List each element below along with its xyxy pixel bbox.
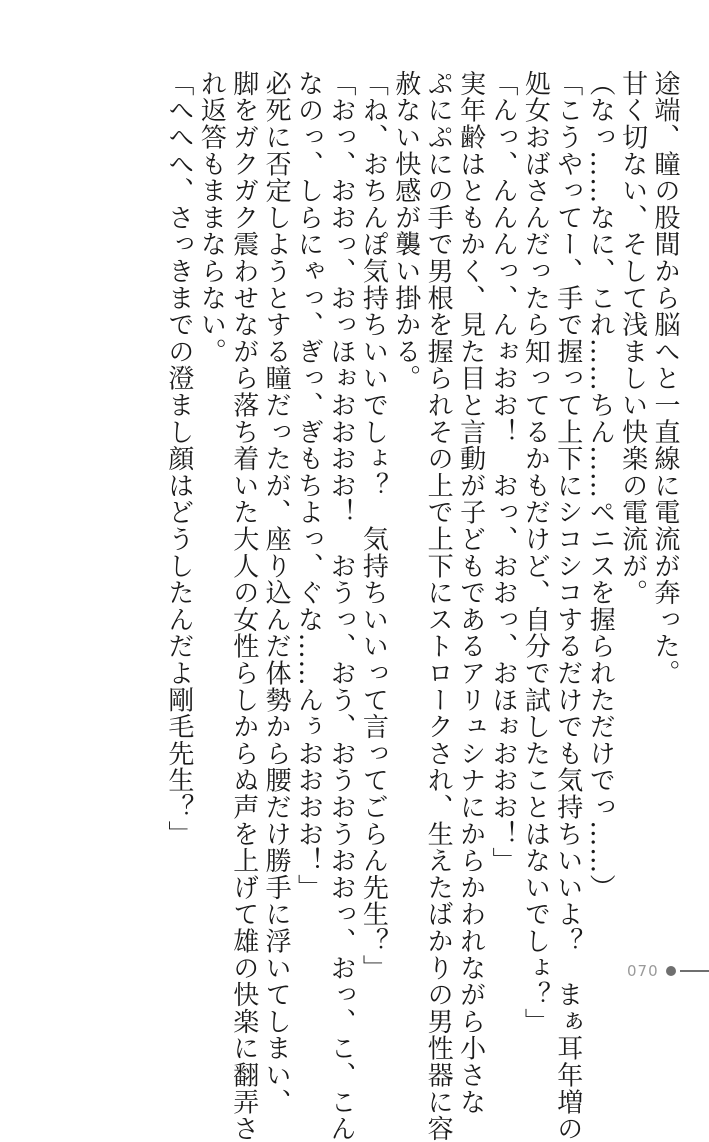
text-line: ぷにぷにの手で男根を握られその上で上下にストロークされ、生えたばかりの男性器に容 (423, 70, 454, 1142)
text-line: 「んっ、んんんっ、んぉおお！ おっ、おおっ、おほぉおおお！」 (487, 70, 518, 874)
page-number: 070 (627, 962, 659, 980)
page-marker-dot-icon (666, 966, 676, 976)
text-line: 赦ない快感が襲い掛かる。 (390, 70, 421, 392)
text-line: なのっ、しらにゃっ、ぎっ、ぎもちよっ、ぐな……んぅおおおお！」 (293, 70, 324, 901)
text-line: 処女おばさんだったら知ってるかもだけど、自分で試したことはないでしょ？」 (520, 70, 551, 1035)
text-line: 「こうやってー、手で握って上下にシコシコするだけでも気持ちいいよ？ まぁ耳年増の (552, 70, 583, 1142)
text-line: 「おっ、おおっ、おっほぉおおおお！ おうっ、おう、おうおうおおっ、おっ、こ、こん (325, 70, 356, 1142)
text-line: 「ね、おちんぽ気持ちいいでしょ？ 気持ちいいって言ってごらん先生？」 (358, 70, 389, 982)
page-marker-rule (680, 970, 709, 972)
text-line: れ返答もままならない。 (196, 70, 227, 365)
text-line: 必死に否定しようとする瞳だったが、座り込んだ体勢から腰だけ勝手に浮いてしまい、 (261, 70, 292, 1116)
text-line: 途端、瞳の股間から脳へと一直線に電流が奔った。 (650, 70, 680, 687)
text-line: 「へへへ、さっきまでの澄まし顔はどうしたんだよ剛毛先生？」 (163, 70, 194, 848)
text-line: 脚をガクガク震わせながら落ち着いた大人の女性らしからぬ声を上げて雄の快楽に翻弄さ (228, 70, 259, 1142)
text-line: 実年齢はともかく、見た目と言動が子どもであるアリュシナにからかわれながら小さな (455, 70, 486, 1116)
text-line: 甘く切ない、そして浅ましい快楽の電流が。 (617, 70, 648, 606)
text-line: （なっ……なに、これ……ちん……ペニスを握られただけでっ……） (585, 70, 616, 901)
